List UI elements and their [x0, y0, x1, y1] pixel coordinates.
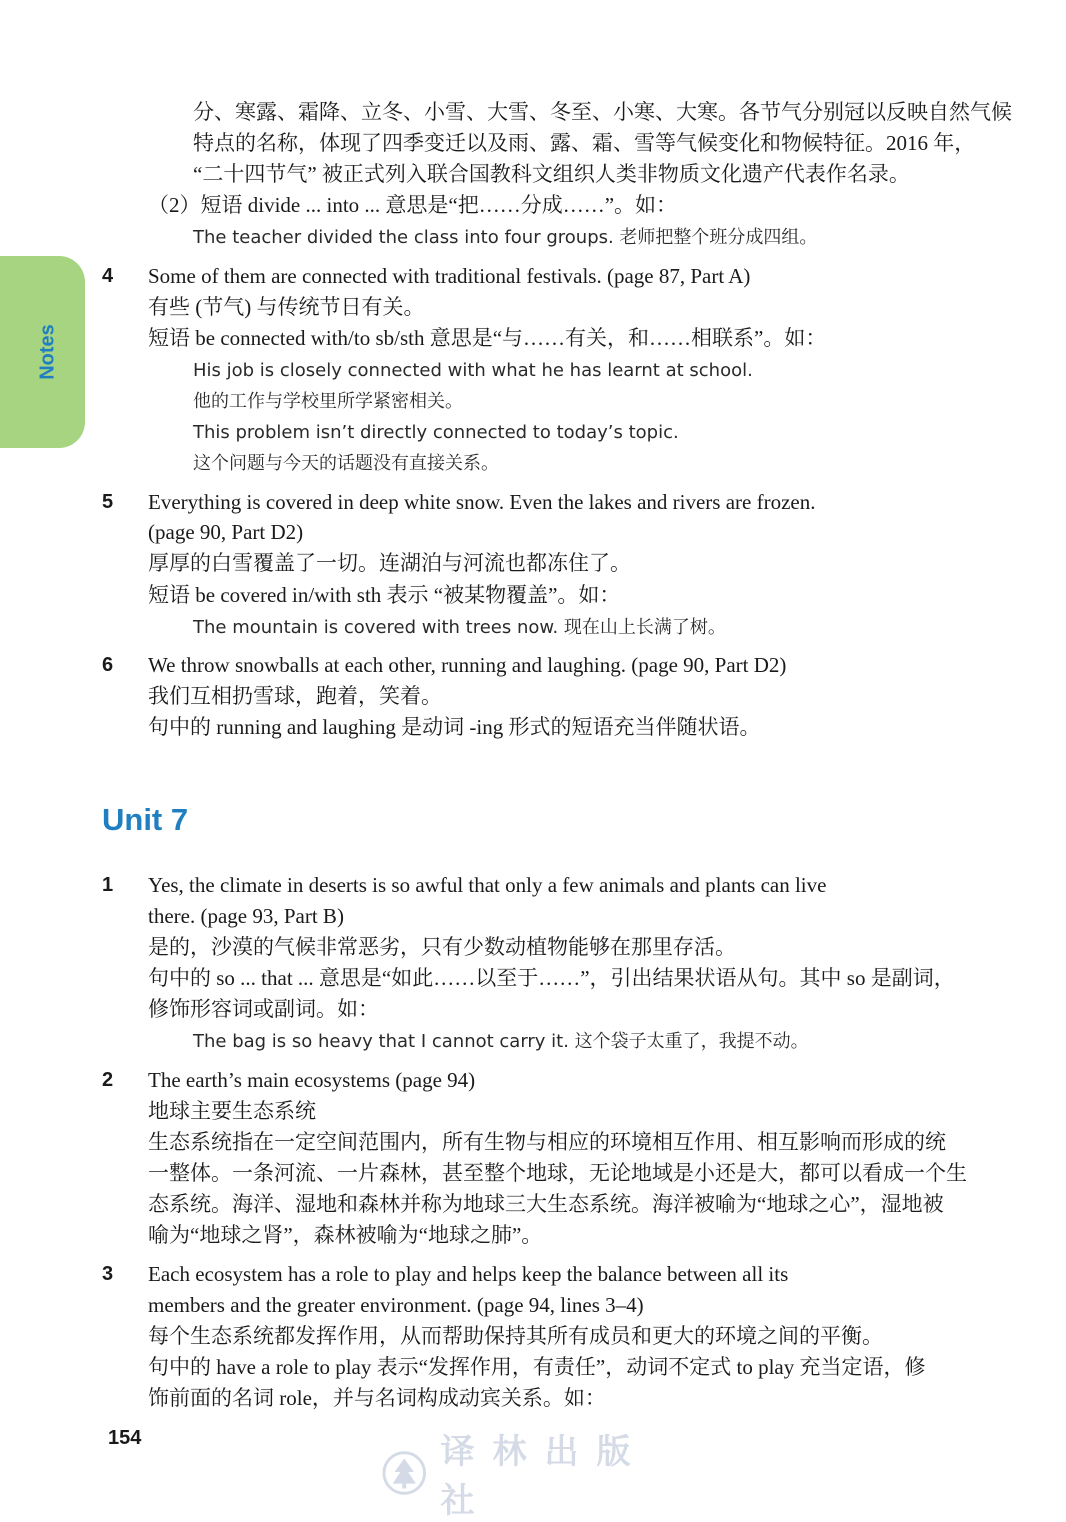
text-line: （2）短语 divide ... into ... 意思是“把……分成……”。如： [148, 193, 678, 217]
example-line: The bag is so heavy that I cannot carry it. 这个袋子太重了，我提不动。 [193, 1031, 809, 1052]
text-line: 特点的名称，体现了四季变迁以及雨、露、霜、雪等气候变化和物候特征。2016 年， [193, 131, 976, 155]
tree-logo-icon [382, 1450, 427, 1496]
text-line: 我们互相扔雪球，跑着，笑着。 [148, 684, 442, 708]
text-line: Everything is covered in deep white snow. Even the lakes and rivers are frozen. [148, 490, 816, 514]
item-number: 1 [102, 874, 114, 896]
item-number: 6 [102, 654, 114, 676]
text-line: Each ecosystem has a role to play and helps keep the balance between all its [148, 1262, 789, 1286]
text-line: Some of them are connected with traditional festivals. (page 87, Part A) [148, 264, 751, 288]
text-line: 是的，沙漠的气候非常恶劣，只有少数动植物能够在那里存活。 [148, 935, 736, 959]
text-line: 态系统。海洋、湿地和森林并称为地球三大生态系统。海洋被喻为“地球之心”，湿地被 [148, 1192, 944, 1216]
example-line: This problem isn’t directly connected to today’s topic. [193, 422, 679, 443]
unit-heading: Unit 7 [102, 802, 189, 837]
publisher-watermark [382, 1432, 692, 1521]
text-line: 句中的 have a role to play 表示“发挥作用，有责任”，动词不定式 to play 充当定语，修 [148, 1355, 926, 1379]
example-line: The teacher divided the class into four groups. 老师把整个班分成四组。 [193, 227, 818, 248]
notes-tab-label: Notes [36, 324, 59, 380]
text-line: 短语 be covered in/with sth 表示 “被某物覆盖”。如： [148, 583, 621, 607]
example-line: 这个问题与今天的话题没有直接关系。 [193, 453, 499, 474]
text-line: “二十四节气” 被正式列入联合国教科文组织人类非物质文化遗产代表作名录。 [193, 162, 910, 186]
text-line: 地球主要生态系统 [148, 1099, 316, 1123]
text-line: there. (page 93, Part B) [148, 904, 344, 928]
example-line: His job is closely connected with what he has learnt at school. [193, 360, 753, 381]
text-line: 分、寒露、霜降、立冬、小雪、大雪、冬至、小寒、大寒。各节气分别冠以反映自然气候 [193, 100, 1012, 124]
publisher-name: 译林出版社 [440, 1432, 649, 1521]
text-line: 一整体。一条河流、一片森林，甚至整个地球，无论地域是小还是大，都可以看成一个生 [148, 1161, 967, 1185]
text-line: 生态系统指在一定空间范围内，所有生物与相应的环境相互作用、相互影响而形成的统 [148, 1130, 946, 1154]
example-line: 他的工作与学校里所学紧密相关。 [193, 391, 463, 412]
text-line: (page 90, Part D2) [148, 520, 304, 544]
example-line: The mountain is covered with trees now. 现在山上长满了树。 [193, 617, 726, 638]
item-number: 3 [102, 1263, 114, 1285]
text-line: 每个生态系统都发挥作用，从而帮助保持其所有成员和更大的环境之间的平衡。 [148, 1324, 883, 1348]
item-number: 2 [102, 1069, 114, 1091]
text-line: 句中的 running and laughing 是动词 -ing 形式的短语充当伴随状语。 [148, 715, 761, 739]
text-line: Yes, the climate in deserts is so awful that only a few animals and plants can live [148, 873, 827, 897]
text-line: 厚厚的白雪覆盖了一切。连湖泊与河流也都冻住了。 [148, 551, 631, 575]
text-line: members and the greater environment. (page 94, lines 3–4) [148, 1293, 644, 1317]
page-number: 154 [108, 1427, 142, 1449]
text-line: 修饰形容词或副词。如： [148, 997, 379, 1021]
item-number: 5 [102, 491, 114, 513]
text-line: 短语 be connected with/to sb/sth 意思是“与……有关，和……相联系”。如： [148, 326, 827, 350]
text-line: 句中的 so ... that ... 意思是“如此……以至于……”，引出结果状语从句。其中 so 是副词， [148, 966, 955, 990]
text-line: The earth’s main ecosystems (page 94) [148, 1068, 476, 1092]
item-number: 4 [102, 265, 114, 287]
text-line: 饰前面的名词 role，并与名词构成动宾关系。如： [148, 1386, 606, 1410]
text-line: 有些 (节气) 与传统节日有关。 [148, 295, 425, 319]
text-line: We throw snowballs at each other, running and laughing. (page 90, Part D2) [148, 653, 787, 677]
text-line: 喻为“地球之肾”，森林被喻为“地球之肺”。 [148, 1223, 543, 1247]
